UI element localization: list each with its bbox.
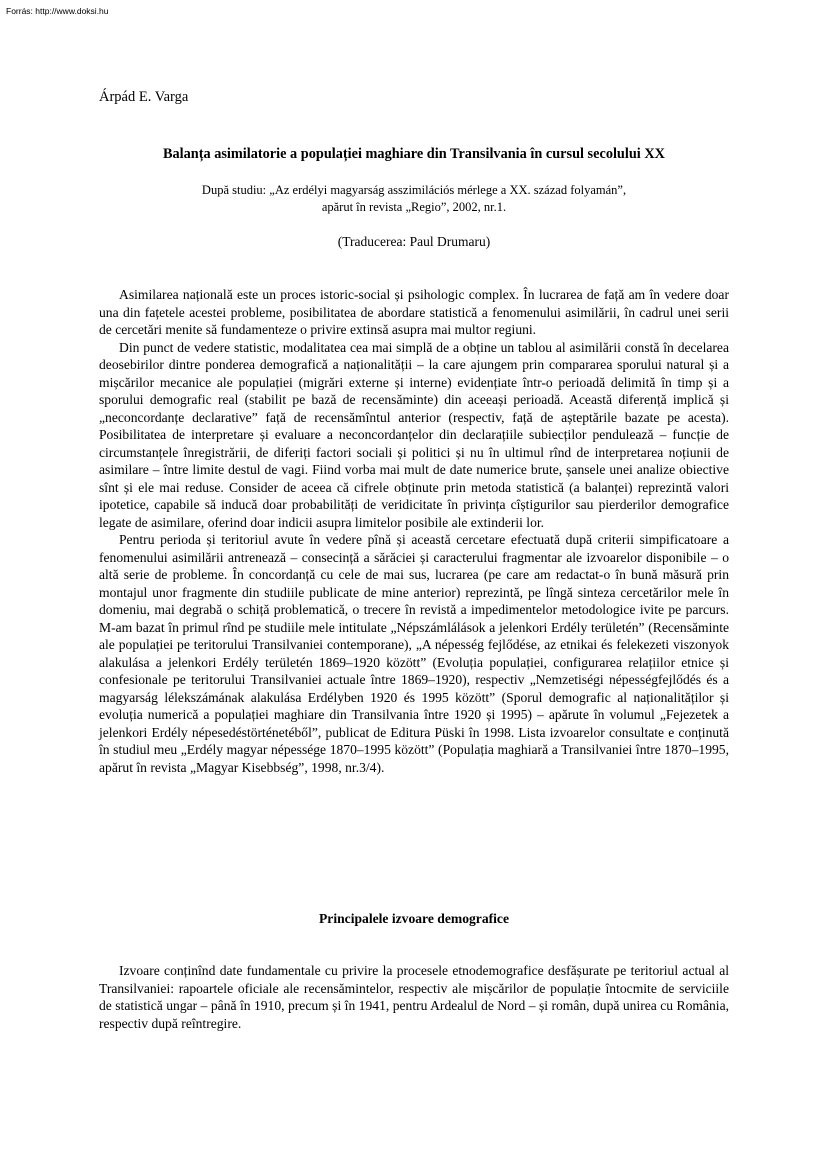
- paragraph-2: Din punct de vedere statistic, modalitatea cea mai simplă de a obține un tablou al asimilării constă în decelarea deosebirilor dintre ponderea demografică a naționalității – la care ajungem prin compararea sporului natural și a mișcărilor mecanice ale populației (migrări externe și interne) evidențiate într-o perioadă delimită în timp și a sporului demografic real (stabilit pe bază de recensăminte) din aceeași perioadă. Această diferență implică și „neconcordanțe declarative” față de recensămîntul anterior (respectiv, față de așteptările bazate pe acesta). Posibilitatea de interpretare și evaluare a neconcordanțelor din declarațiile subiecților pendulează – funcție de circumstanțele înregistrării, de diferiți factori sociali și politici și nu în ultimul rînd de interpretarea noțiunii de asimilare – între limite destul de vagi. Fiind vorba mai mult de date numerice brute, șansele unei analize obiective sînt și ele mai reduse. Consider de aceea că cifrele obținute prin metoda statistică (a balanței) reprezintă valori ipotetice, capabile să inducă doar probabilități de veridicitate în privința cîștigurilor sau pierderilor demografice legate de asimilare, oferind doar indicii asupra limitelor posibile ale extinderii lor.: [99, 339, 729, 530]
- paper-title: Balanța asimilatorie a populației maghiare din Transilvania în cursul secolului XX: [162, 146, 666, 162]
- section-heading: Principalele izvoare demografice: [319, 911, 509, 926]
- author-name: Árpád E. Varga: [99, 89, 189, 105]
- after-study-note: [99, 182, 729, 216]
- source-label: Forrás: http://www.doksi.hu: [6, 6, 109, 16]
- after-study-line-1: După studiu: „Az erdélyi magyarság asszimilációs mérlege a XX. század folyamán”,: [201, 183, 627, 197]
- paragraph-1: Asimilarea națională este un proces istoric-social și psihologic complex. În lucrarea de față am în vedere doar una din fațetele acestei probleme, posibilitatea de abordare statistică a fenomenului asimilării, în cadrul unei serii de cercetări menite să fundamenteze o privire extinsă asupra mai multor regiuni.: [99, 287, 729, 337]
- translator-note: (Traducerea: Paul Drumaru): [337, 234, 491, 249]
- after-study-line-2: apărut în revista „Regio”, 2002, nr.1.: [321, 200, 507, 214]
- intro-body: [99, 286, 729, 776]
- section-body: [99, 962, 729, 1032]
- section-paragraph-1: Izvoare conținînd date fundamentale cu privire la procesele etnodemografice desfășurate pe teritoriul actual al Transilvaniei: rapoartele oficiale ale recensămintelor, respectiv ale mișcărilor de populație întocmite de serviciile de statistică ungar – până în 1910, precum și în 1941, pentru Ardealul de Nord – și român, după unirea cu România, respectiv după reîntregire.: [99, 963, 729, 1031]
- paragraph-3: Pentru perioda și teritoriul avute în vedere pînă și această cercetare efectuată după criterii simpificatoare a fenomenului asimilării antrenează – consecință a sărăciei și caracterului fragmentar ale izvoarelor disponibile – o altă serie de probleme. În concordanță cu cele de mai sus, lucrarea (pe care am redactat-o în bună măsură prin montajul unor fragmente din studiile publicate de mine anterior) reprezintă, pe lîngă sinteza cercetărilor mele în domeniu, mai degrabă o schiță problematică, o trecere în revistă a impedimentelor metodologice ivite pe parcurs. M-am bazat în primul rînd pe studiile mele intitulate „Népszámlálások a jelenkori Erdély területén” (Recensăminte ale populației pe teritorului Transilvaniei contemporane), „A népesség fejlődése, az etnikai és felekezeti viszonyok alakulása a jelenkori Erdély területén 1869–1920 között” (Evoluția populației, configurarea relațiilor etnice și confesionale pe teritorului Transilvaniei actuale între 1869–1920), respectiv „Nemzetiségi népességfejlődés és a magyarság lélekszámának alakulása Erdélyben 1920 és 1995 között” (Sporul demografic al naționalităților și evoluția numerică a populației maghiare din Transilvania între 1920 și 1995) – apărute în volumul „Fejezetek a jelenkori Erdély népesedéstörténetéből”, publicat de Editura Püski în 1998. Lista izvoarelor consultate e conținută în studiul meu „Erdély magyar népessége 1870–1995 között” (Populația maghiară a Transilvaniei între 1870–1995, apărut în revista „Magyar Kisebbség”, 1998, nr.3/4).: [99, 532, 729, 775]
